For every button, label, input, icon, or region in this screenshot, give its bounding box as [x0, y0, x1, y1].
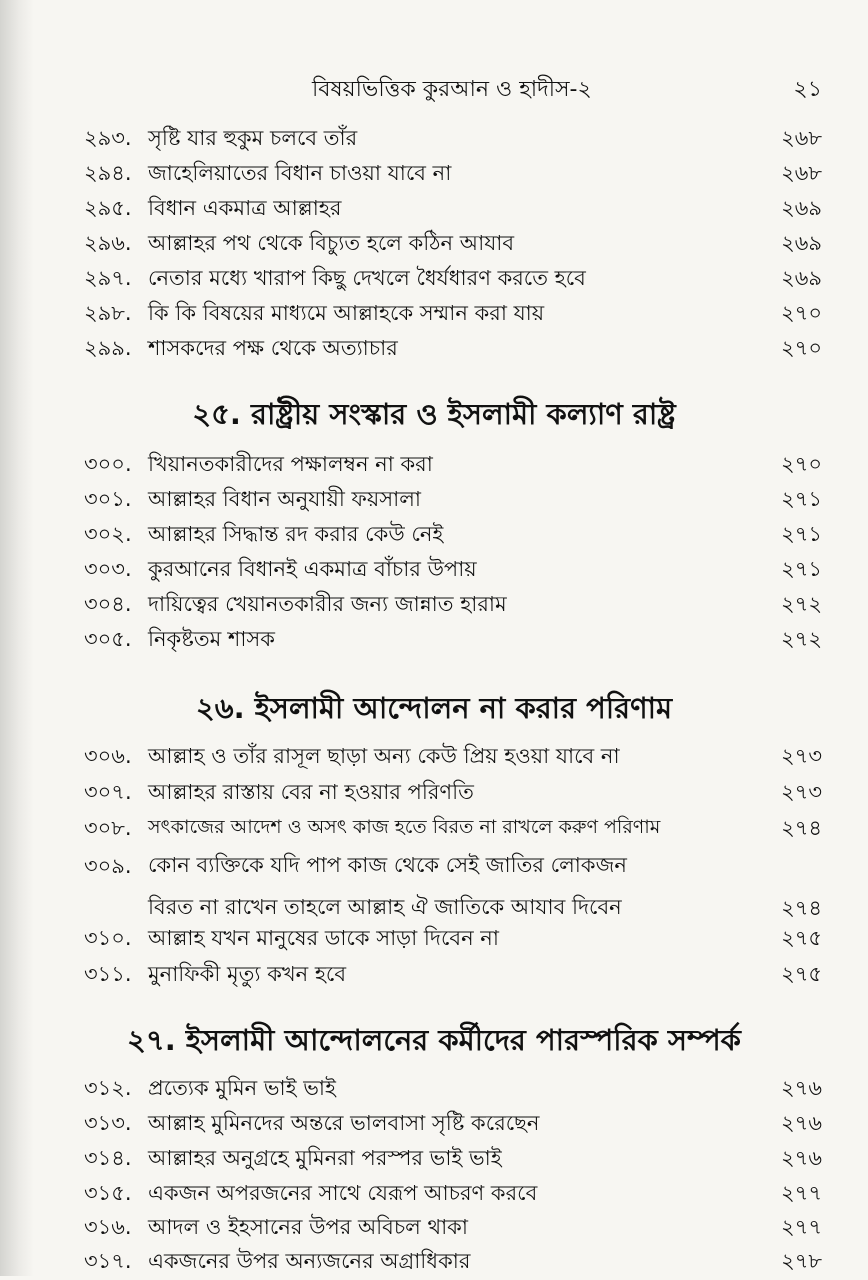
entry-number: ৩১৩. [84, 1111, 132, 1135]
entry-page: ২৭২ [781, 627, 822, 651]
entry-title: আল্লাহর অনুগ্রহে মুমিনরা পরস্পর ভাই ভাই [148, 1146, 502, 1170]
entry-page: ২৭৭ [781, 1215, 822, 1239]
entry-page: ২৬৯ [781, 231, 822, 255]
entry-page: ২৭৩ [781, 780, 822, 804]
entry-number: ৩১১. [84, 962, 132, 986]
header-book-title: বিষয়ভিত্তিক কুরআন ও হাদীস-২ [312, 77, 592, 102]
entry-title: শাসকদের পক্ষ থেকে অত্যাচার [148, 336, 398, 360]
entry-number: ২৯৩. [84, 126, 132, 150]
entry-page: ২৬৯ [781, 196, 822, 220]
entry-title: একজন অপরজনের সাথে যেরূপ আচরণ করবে [148, 1181, 538, 1205]
entry-page: ২৭৩ [781, 744, 822, 768]
entry-title: আল্লাহর পথ থেকে বিচ্যুত হলে কঠিন আযাব [148, 231, 515, 255]
header-page-number: ২১ [793, 77, 822, 102]
entry-title: সৎকাজের আদেশ ও অসৎ কাজ হতে বিরত না রাখলে করুণ পরিণাম [148, 816, 661, 838]
entry-number: ৩১৬. [84, 1215, 132, 1239]
entry-title: মুনাফিকী মৃত্যু কখন হবে [148, 962, 347, 986]
entry-page: ২৭৬ [781, 1146, 822, 1170]
entry-title: সৃষ্টি যার হুকুম চলবে তাঁর [148, 126, 358, 150]
entry-number: ২৯৪. [84, 161, 132, 185]
entry-page: ২৭৬ [781, 1076, 822, 1100]
entry-title: দায়িত্বের খেয়ানতকারীর জন্য জান্নাত হারাম [148, 592, 507, 616]
entry-number: ৩০৫. [84, 627, 132, 651]
chapter-heading: ২৭. ইসলামী আন্দোলনের কর্মীদের পারস্পরিক সম্পর্ক [127, 1023, 741, 1057]
entry-number: ৩০১. [84, 487, 132, 511]
toc-entry [0, 588, 868, 622]
toc-entry [0, 192, 868, 226]
entry-number: ৩১০. [84, 926, 132, 950]
running-header [0, 68, 868, 108]
entry-page: ২৭০ [781, 336, 822, 360]
entry-number: ৩০২. [84, 522, 132, 546]
entry-title: আল্লাহ ও তাঁর রাসূল ছাড়া অন্য কেউ প্রিয় হওয়া যাবে না [148, 744, 620, 768]
toc-entry [0, 122, 868, 156]
entry-title: কুরআনের বিধানই একমাত্র বাঁচার উপায় [148, 557, 477, 581]
entry-number: ২৯৮. [84, 301, 132, 325]
entry-title: খিয়ানতকারীদের পক্ষালম্বন না করা [148, 452, 433, 476]
entry-number: ৩০৭. [84, 780, 132, 804]
toc-entry [0, 262, 868, 296]
toc-entry [0, 958, 868, 992]
toc-entry [0, 1245, 868, 1279]
entry-page: ২৬৮ [781, 126, 822, 150]
entry-page: ২৭২ [781, 592, 822, 616]
toc-entry [0, 448, 868, 482]
entry-title-line: কোন ব্যক্তিকে যদি পাপ কাজ থেকে সেই জাতির লোকজন [148, 853, 627, 877]
entry-page: ২৭০ [781, 452, 822, 476]
entry-title: একজনের উপর অন্যজনের অগ্রাধিকার [148, 1249, 471, 1273]
entry-title: প্রত্যেক মুমিন ভাই ভাই [148, 1076, 336, 1100]
toc-entry [0, 740, 868, 774]
entry-number: ৩০৯. [84, 854, 132, 878]
entry-number: ২৯৯. [84, 336, 132, 360]
toc-entry [0, 1142, 868, 1176]
toc-entry [0, 812, 868, 846]
entry-page: ২৬৯ [781, 266, 822, 290]
entry-title: কি কি বিষয়ের মাধ্যমে আল্লাহকে সম্মান করা যায় [148, 301, 545, 325]
entry-number: ৩০৬. [84, 744, 132, 768]
toc-entry [0, 157, 868, 191]
entry-number: ২৯৭. [84, 266, 132, 290]
chapter-heading: ২৫. রাষ্ট্রীয় সংস্কার ও ইসলামী কল্যাণ রাষ্ট্র [192, 397, 676, 431]
entry-page: ২৭১ [781, 487, 822, 511]
entry-title: আদল ও ইহসানের উপর অবিচল থাকা [148, 1215, 468, 1239]
toc-entry [0, 1107, 868, 1141]
toc-entry [0, 483, 868, 517]
entry-number: ৩১৫. [84, 1181, 132, 1205]
entry-page: ২৭৪ [781, 816, 822, 840]
toc-entry [0, 623, 868, 657]
toc-entry [0, 553, 868, 587]
entry-page: ২৭৫ [781, 926, 822, 950]
entry-number: ২৯৬. [84, 231, 132, 255]
entry-page: ২৭৬ [781, 1111, 822, 1135]
entry-page: ২৬৮ [781, 161, 822, 185]
entry-title: বিধান একমাত্র আল্লাহর [148, 196, 342, 220]
entry-title: আল্লাহ যখন মানুষের ডাকে সাড়া দিবেন না [148, 926, 499, 950]
entry-title: আল্লাহর রাস্তায় বের না হওয়ার পরিণতি [148, 780, 474, 804]
toc-entry [0, 922, 868, 956]
toc-entry [0, 297, 868, 331]
entry-title: আল্লাহর বিধান অনুযায়ী ফয়সালা [148, 487, 421, 511]
entry-page: ২৭৪ [781, 896, 822, 920]
toc-entry [0, 1211, 868, 1245]
toc-entry [0, 776, 868, 810]
toc-entry [0, 850, 868, 926]
entry-page: ২৭১ [781, 557, 822, 581]
entry-title: জাহেলিয়াতের বিধান চাওয়া যাবে না [148, 161, 452, 185]
toc-entry [0, 518, 868, 552]
entry-number: ৩০৩. [84, 557, 132, 581]
toc-entry [0, 332, 868, 366]
toc-entry [0, 227, 868, 261]
entry-page: ২৭১ [781, 522, 822, 546]
entry-page: ২৭৫ [781, 962, 822, 986]
entry-page: ২৭৭ [781, 1181, 822, 1205]
entry-number: ৩১৪. [84, 1146, 132, 1170]
entry-title: আল্লাহর সিদ্ধান্ত রদ করার কেউ নেই [148, 522, 444, 546]
entry-number: ৩১৭. [84, 1249, 132, 1273]
entry-number: ৩০০. [84, 452, 132, 476]
entry-number: ২৯৫. [84, 196, 132, 220]
entry-title-line: বিরত না রাখেন তাহলে আল্লাহ ঐ জাতিকে আযাব দিবেন [148, 895, 622, 919]
entry-number: ৩০৪. [84, 592, 132, 616]
entry-title [148, 844, 627, 928]
entry-number: ৩১২. [84, 1076, 132, 1100]
entry-page: ২৭৮ [781, 1249, 822, 1273]
toc-entry [0, 1177, 868, 1211]
entry-page: ২৭০ [781, 301, 822, 325]
chapter-heading: ২৬. ইসলামী আন্দোলন না করার পরিণাম [195, 691, 673, 725]
entry-title: আল্লাহ মুমিনদের অন্তরে ভালবাসা সৃষ্টি করেছেন [148, 1111, 540, 1135]
entry-number: ৩০৮. [84, 816, 132, 840]
entry-title: নিকৃষ্টতম শাসক [148, 627, 275, 651]
entry-title: নেতার মধ্যে খারাপ কিছু দেখলে ধৈর্যধারণ করতে হবে [148, 266, 586, 290]
toc-entry [0, 1072, 868, 1106]
